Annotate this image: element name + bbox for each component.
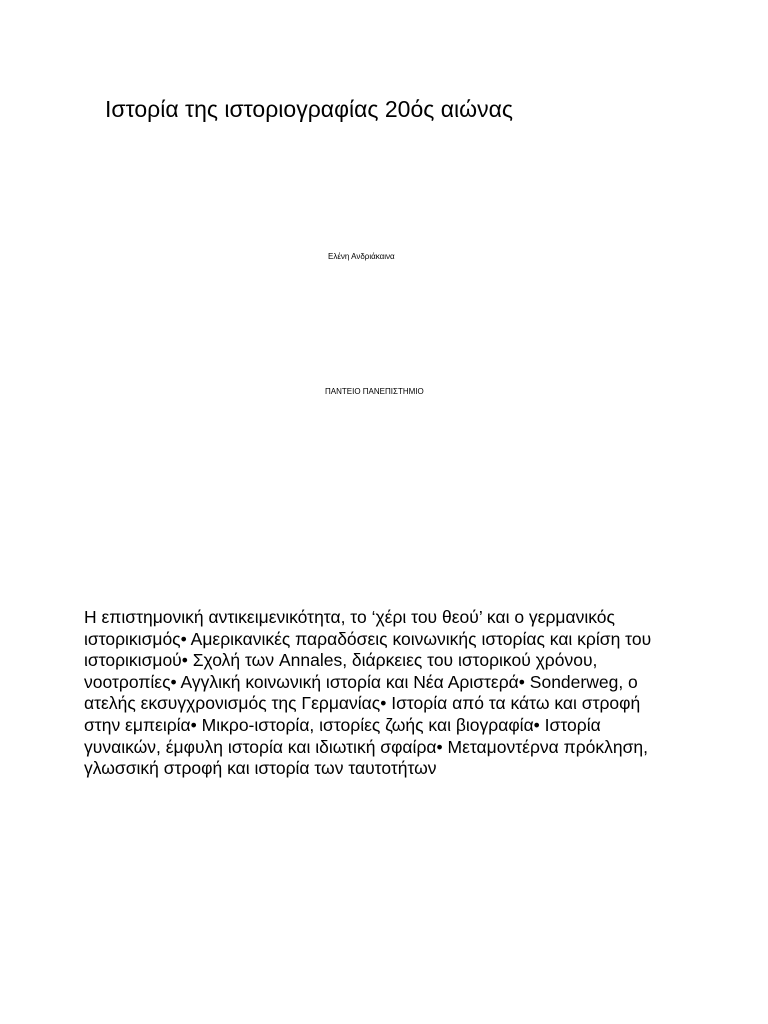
abstract-line: ιστορικισμού• Σχολή των Annales, διάρκειες του ιστορικού χρόνου, (84, 650, 598, 671)
abstract-line: γλωσσική στροφή και ιστορία των ταυτοτήτων (84, 758, 437, 779)
abstract-line: γυναικών, έμφυλη ιστορία και ιδιωτική σφαίρα• Μεταμοντέρνα πρόκληση, (84, 736, 649, 757)
institution-name: ΠΑΝΤΕΙΟ ΠΑΝΕΠΙΣΤΗΜΙΟ (325, 387, 424, 396)
abstract-paragraph (84, 607, 734, 780)
author-name: Ελένη Ανδριάκαινα (328, 252, 395, 261)
abstract-line: Η επιστημονική αντικειμενικότητα, το ‘χέρι του θεού’ και ο γερμανικός (84, 607, 615, 627)
abstract-line: ιστορικισμός• Αμερικανικές παραδόσεις κοινωνικής ιστορίας και κρίση του (84, 628, 652, 649)
abstract-line: στην εμπειρία• Μικρο-ιστορία, ιστορίες ζωής και βιογραφία• Ιστορία (84, 714, 601, 735)
abstract-line: ατελής εκσυγχρονισμός της Γερμανίας• Ιστορία από τα κάτω και στροφή (84, 693, 641, 714)
document-title: Ιστορία της ιστοριογραφίας 20ός αιώνας (105, 96, 513, 122)
abstract-line: νοοτροπίες• Αγγλική κοινωνική ιστορία και Νέα Αριστερά• Sonderweg, ο (84, 671, 638, 692)
